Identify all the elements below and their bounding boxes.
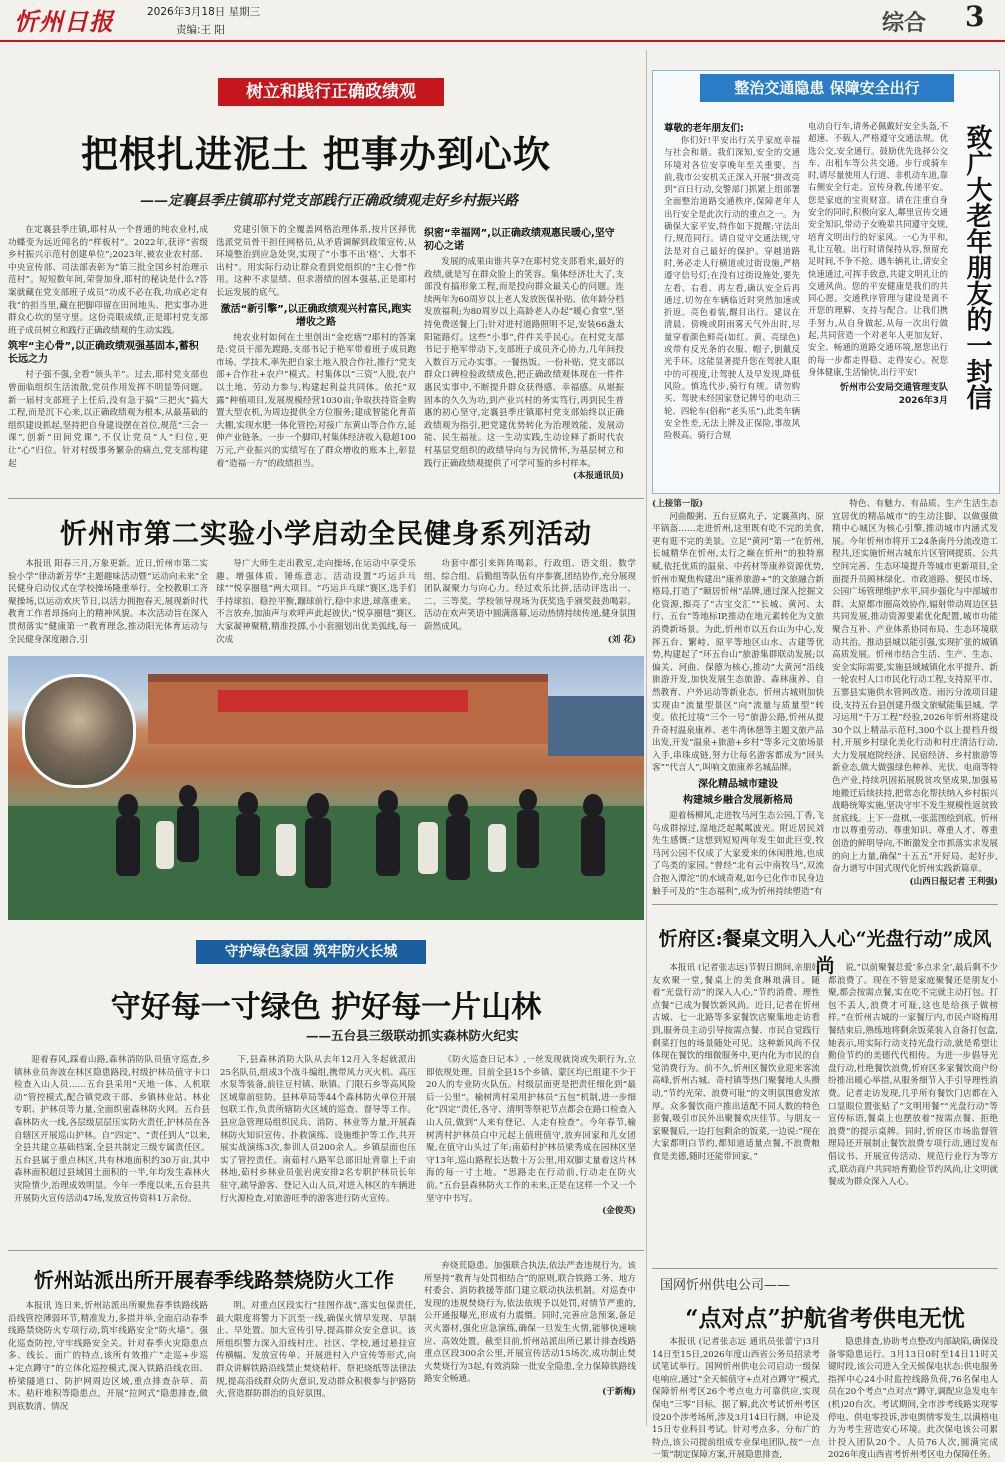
- story5-col2: [220, 1054, 416, 1246]
- page-number: 3: [965, 0, 985, 33]
- story1-col3-subhead: 织密“幸福网”,以正确政绩观惠民暖心,坚守初心之诺: [424, 228, 615, 252]
- story3-author: (山西日报记者 王利强): [909, 876, 998, 887]
- story5-col2-text: 下,县森林消防大队从去年12月入冬起就派出25名队员,组成3个战斗编组,携带风力灭火机、高压水泵等装备,前往豆村镇、耿镇、门限石乡等高风险区域靠前驻防。县林草局等44个森林防火单位开展包联工作,负责所辖防火区域的巡查、督导等工作。县应急管理局组织民兵、消防、林业等力量,开展森林防火知识宣传、扑救演练、设施维护等工作,共开展实战演练3次,参训人员200余人。乡镇层面也压实了管控责任。南茹村八路军总部旧址背靠上千亩林地,茹村乡林业员张岩虎安排2名专职护林员长年驻守,疏导游客、登记入山人员,对进入林区的车辆进行火源检查,对旅游旺季的游客进行防火宣传。: [220, 1055, 416, 1204]
- story3-continued-label: (上接第一版): [652, 499, 704, 509]
- story1-col2-subhead: 激活“新引擎”,以正确政绩观兴村富民,跑实增收之路: [220, 303, 412, 328]
- story2-col3: [424, 558, 636, 652]
- notice-banner: 整治交通隐患 保障安全出行: [700, 74, 954, 102]
- masthead: [0, 0, 1005, 42]
- story1-col1-text: 在定襄县季庄镇,耶村从一个普通的纯农业村,成功蝶变为远近闻名的“样板村”。2022年,获评“省级乡村振兴示范村创建单位”;2023年,被农业农村部、中央宣传部、司法部表彰为“第三批全国乡村治理示范村”。短短数年间,荣誉加身,耶村的秘诀是什么?答案就藏在党支部班子成员“功成不必在我,功成必定有我”的担当里,藏在把脚印留在田间地头、把实事办进群众心坎的坚守里。这份亮眼成绩,正是耶村党支部班子成员树立和践行正确政绩观的生动实践。: [8, 225, 208, 336]
- story6-col3: [424, 1260, 636, 1428]
- photo-event-banner: [218, 690, 468, 712]
- story6-col1: [8, 1300, 208, 1428]
- story1-subhead: ——定襄县季庄镇耶村党支部践行正确政绩观走好乡村振兴路: [140, 193, 518, 209]
- story2-headline: 忻州市第二实验小学启动全民健身系列活动: [60, 519, 592, 550]
- story1-col1b-text: 村子强不强,全看“领头羊”。过去,耶村党支部也曾面临组织生活流散,党员作用发挥不明显等问题。新一届村支部班子上任后,没有急于搞“三把火”搞大工程,而是沉下心来,以正确政绩观为根本,从最基础的组织建设抓起,坚持把自身建设摆在首位,规范“三会一课”,创新“田间党课”,不仅让党员“人”归位,更让“心”归位。针对村级事务繁杂的痛点,党支部构建起: [8, 370, 208, 469]
- notice-vertical-title: 致广大老年朋友的一封信: [962, 124, 992, 410]
- story1-col1-subhead: 筑牢“主心骨”,以正确政绩观强基固本,蓄积长远之力: [8, 341, 199, 366]
- story5-col1-text: 迎着春风,踩着山路,森林消防队员值守巡查,乡镇林业员奔波在林区隐患路段,村级护林员值守卡口检查入山人员……五台县采用“天地一体、人机联动”管控模式,配合镇党政干部、乡镇林业站、林业专职、护林员等力量,全面织密森林防火网。五台县森林防火一线,各层级层层压实防火责任,护林员在各自辖区开展巡山护林。自“四定”、“责任到人”以来,全县共建立基础档案,全县共制定三级专属责任区。五台县属于重点林区,共有林地面积约30万亩,其中森林面积超过县域国土面积的一半,年均发生森林火灾险情少,治理成效明显。今年一季度以来,五台县共开展防火宣传活动47场,发放宣传资料1万余份。: [14, 1055, 210, 1204]
- story7-headline: “点对点”护航省考供电无忧: [685, 1305, 965, 1332]
- story2-col2-text: 导广大师生走出教室,走向操场,在运动中享受乐趣、增强体质、锤炼意志。活动设置“巧运乒乓球”“悦享圈毯”两大项目。“巧运乒乓球”赛区,选手们手持球拍、稳控平衡,蹦球前行,稳中求进,球落重来、不言放弃,加油声与欢呼声此起彼伏;“悦享圈毯”赛区,大家凝神聚精,精准投掷,小小套圈划出优美弧线,每一次成: [216, 559, 416, 645]
- newspaper-logo: 忻州日报: [14, 7, 114, 36]
- story2-col2: [216, 558, 416, 652]
- story2-author: (刘 花): [607, 634, 636, 645]
- notice-col1: [664, 134, 800, 488]
- photo-screen: [548, 696, 644, 756]
- story4-headline: 忻府区:餐桌文明入人心“光盘行动”成风尚: [658, 928, 992, 977]
- section-name: 综合: [882, 11, 927, 36]
- column-divider-main: [646, 50, 647, 1426]
- story7-col1-text: 本报讯 (记者张志远 通讯员张蕾宁)3月14日至15日,2026年度山西省公务员招录考试笔试举行。国网忻州供电公司启动一级保电响应,通过“全天候值守+点对点蹲守”模式,保障忻州考区26个考点电力可靠供应,实现保电“三零”目标。据了解,此次考试忻州考区设20个涉考场所,涉及3月14日行测、申论及15日专业科目考试。针对考点多、分布广的特点,该公司提前组成专业保电团队,按“一点一策”制定保障方案,开展隐患排查,: [652, 1337, 820, 1461]
- notice-body2: 电动自行车,请务必佩戴好安全头盔,不超速、不载人,严格遵守交通法规。优选公交,安全通行。鼓励优先选择公交车、出租车等公共交通。步行或骑车时,请尽量使用人行道、非机动车道,靠右侧安全行走。宣传身教,传递平安。您是家庭的宝贵财富。请在注重自身安全的同时,积极向家人,鄰里宣传交通安全知识,带动子女晚辈共同遵守交规,培育文明出行的好家风。一心为平和,礼让互敬。出行时请保持从容,预留充足时间,不争不抢。遇车辆礼让,请安全快速通过,可挥手致意,共建文明礼让的交通风尚。您的平安健康是我们的共同心愿。交通秩序管理与建设是离不开您的理解、支持与配合。让我们携手努力,从自身做起,从每一次出行做起,共同营造一个对老年人更加友好、安全、畅通的道路交通环境,愿您出行的每一步都走得稳、走得安心。祝您身体健康,生活愉快,出行平安!: [808, 121, 948, 377]
- story6-col2: [216, 1300, 416, 1428]
- story1-banner: 树立和践行正确政绩观: [218, 78, 444, 106]
- story7-col2: [828, 1336, 998, 1461]
- notice-date: 2026年3月: [898, 395, 948, 406]
- story1-col2-text: 党建引领下的全覆盖网格治理体系,按片区择优选派党员骨干担任网格员,从矛盾调解到政策宣传,从环境整治到应急处突,实现了“小事不出‘格’、大事不出村”。用实际行动让群众看到党组织的“主心骨”作用。这种不求显绩、但求潜绩的固本强基,正是耶村长远发展的底气。: [216, 225, 416, 298]
- story1-col2: [216, 224, 416, 490]
- story4-col2-text: 说,“以前聚餐总爱‘多点求全’,最后剩不少都浪费了。现在不管是家庭聚餐还是朋友小聚,都会按需点餐,实在吃不完就主动打包。打包不丢人,浪费才可耻,这也是给孩子做榜样。”在忻州古城的一家餐厅内,市民卢晓梅用餐结束后,熟练地将剩余饭菜装入自备打包盒,她表示,用实际行动支持光盘行动,就是希望让勤俭节约的美德代代相传。为进一步倡导光盘行动,杜绝餐饮浪费,忻府区多家餐饮商户纷纷推出暖心举措,从服务细节入手引导理性消费。记者走访发现,几乎所有餐饮门店都在入口显眼位置张贴了“文明用餐”“光盘行动”等宣传标语,餐桌上也摆放着“按需点餐、拒绝浪费”的提示桌牌。同时,忻府区市场监督管理局还开展制止餐饮浪费专项行动,通过发布倡议书、开展宣传活动、规范行业行为等方式,联动商户共同培育勤俭节约风尚,让文明就餐成为群众深入人心。: [828, 963, 999, 1188]
- story1-col3: [424, 224, 624, 490]
- story7-col1: [652, 1336, 820, 1461]
- notice-signature: 忻州市公安局交通管理支队: [839, 383, 948, 394]
- story6-col3-text: 弃烧荒隐患。加强联合执法,依法严查违规行为。该所坚持“教育与处罚相结合”的原则,联合铁路工务、地方村委会、消防救援等部门建立联动执法机制。对巡查中发现的违规焚烧行为,依法依规予以处罚,对情节严重的,公开通报曝光,形成有力震慑。同时,完善应急预案,备足灭火器材,强化应急演练,确保一旦发生火情,能够快速响应、高效处置。截至目前,忻州站派出所已累计排查线路重点区段300余公里,开展宣传活动15场次,成功制止焚火焚烧行为3起,有效消除一批安全隐患,全力保障铁路线路安全畅通。: [424, 1261, 636, 1385]
- school-event-photo: [8, 656, 644, 920]
- story5-headline: 守好每一寸绿色 护好每一片山林: [110, 990, 542, 1025]
- story5-banner: 守护绿色家园 筑牢防火长城: [196, 940, 426, 964]
- story3-col1: [652, 498, 824, 900]
- story1-author: (本报通讯员): [572, 471, 624, 482]
- story5-author: (金俊英): [602, 1206, 636, 1217]
- story2-col1-text: 本报讯 阳春三月,万象更新。近日,忻州市第二实验小学“律动新芳华”主题趣味活动暨“运动向未来”全民健身启动仪式在学校操场隆重举行。全校教职工齐聚操场,以运动欢庆节日,以活力拥抱春天,展现新时代教育工作者昂扬向上的精神风貌。本次活动旨在深入贯彻落实“健康第一”教育理念,推动阳光体育运动与全民健身深度融合,引: [8, 559, 208, 645]
- story3-col1b-text: 迎着杨柳风,走进牧马河生态公园,丁香,飞鸟成群掠过,湿地泛起粼粼波光。附近居民刘先生感慨:“这想到短短两年发生如此巨变,牧马河公园不仅成了大家爱来的休闲胜地,也成了鸟类的家园。”曾经“北有云中南牧马”,双流合抱入潭沱”的水域奇观,如今已化作市民身边触手可及的“生态福利”,成为忻州持续塑造“有: [652, 811, 824, 897]
- issue-date: 2026年3月18日 星期三: [147, 6, 261, 18]
- story5-col3-text: 《防火巡查日记本》,一丝发现就岗或失职行为,立即依规处理。目前全县15个乡镇、蒙区均已组建不少于20人的专业防火队伍。村级层面更是把责任细化到“最后一公里”。榆树湾村采用护林员“五包”机制,进一步细化“四定”责任,各守、清明等祭祀节点都会在路口检查入山人员,做到“人来有登记、人走有检查”。今年春节,榆树湾村护林员白中元起上值班值守,放弃回家和儿女团聚,在值守山头过了年;南茹村护林员梁秀成在园林区坚守13年,巡山路程长达数十万公里,用双脚丈量着这片林海的每一寸土地。“思路走在行动前,行动走在防火前。”五台县森林防火工作的未来,正是在这样一个又一个坚守中书写。: [426, 1055, 636, 1204]
- story6-col2-text: 明。对重点区段实行“挂图作战”,落实包保责任,最大限度将警力下沉至一线,确保火情早发现、早制止、早处置。加大宣传引导,提高群众安全意识。该所组织警力深入沿线村庄、社区、学校,通过悬挂宣传横幅、发放宣传单、开展进村入户宣传等形式,向群众讲解铁路沿线禁止焚烧秸秆、祭祀烧纸等法律法规,提高沿线群众防火意识,发动群众积极参与护路防火,营造群防群治的良好氛围。: [216, 1301, 416, 1400]
- story6-headline: 忻州站派出所开展春季线路禁烧防火工作: [34, 1268, 394, 1292]
- story4-col2: [828, 962, 998, 1262]
- story7-kicker: 国网忻州供电公司——: [660, 1278, 791, 1293]
- story2-top-rule: [8, 498, 644, 499]
- story5-col1: [14, 1054, 210, 1246]
- story2-col3-text: 功套中都引来阵阵喝彩。行政组、语文组、数学组、综合组、后勤组等队伍有序参赛,团结协作,充分展现团队凝聚力与向心力。经过欢乐比拼,活动评选出一、二、三等奖。学校领导现场为获奖选手颁奖鼓劲喝彩。活动在欢声笑语中圆满落幕,运动热情持续传递,健身氛围蔚然成风。: [424, 559, 636, 632]
- story6-top-rule: [8, 1250, 644, 1251]
- masthead-rule: [0, 40, 1005, 42]
- photo-building-roof: [148, 674, 548, 682]
- notice-col2: [808, 120, 948, 488]
- story3-col1-text: 河曲酸粥、五台豆腐丸子、定襄蒸肉、原平锅盔……走进忻州,这里既有吃不完的美食,更有逛不完的美景。立足“黄河”第一“在忻州,长城精华在忻州,太行之巅在忻州”的独特禀赋,依托优质的温泉、中药材等康养资源优势,忻州市聚焦构建出“康养旅游+”的文旅融合新格局,打造了“颐居忻州”品牌,通过深入挖掘文化资源,擦亮了“古宝交汇”“长城、黄河、太行、五台”等地标IP,推动在地元素转化为文旅消费新场景。为此,忻州市以五台山为中心,发挥五台、繁峙、原平等地区山水、古建等优势,构建起了“环五台山”旅游集群联动发展;以偏关、河曲、保德为核心,推动“大黄河”沿线旅游开发,加快发展生态旅游、森林康养、自然教育、户外运动等新业态。忻州古城则加快实现由“流量型景区”向“流量与质量型”转变。依托过境“三个一号”旅游公路,忻州从提升奇村温泉康养、老牛湾休憩等主题文旅产品出发,开发“温泉+旅游+乡村”等多元文旅场景入手,串珠成链,努力让每名游客都成为“回头客”“代言人”,叫响文旅康养名城品牌。: [652, 511, 825, 774]
- story4-col1: [652, 962, 820, 1262]
- story1-col1: [8, 224, 208, 490]
- notice-greeting: 尊敬的老年朋友们:: [664, 123, 744, 134]
- story3-col2: [832, 498, 998, 900]
- story4-top-rule: [652, 904, 998, 905]
- story1-headline: 把根扎进泥土 把事办到心坎: [81, 133, 551, 176]
- notice-body1: 你们好!平安出行关乎家庭幸福与社会和谐。我们深知,安全的交通环境对各位安享晚年至关重要。当前,我市公安机关正深入开展“拼改亮到”百日行动,交警部门抓紧上组部署全面整治道路交通秩序,保障老年人出行安全是此次行动的重点之一。为确保大家平安,特作如下提醒:守法出行,规范同行。请自觉守交通法规,守法是对自己最好的保护。穿越道路时,务必走人行横道或过街设施,严格遵守信号灯;在没有过街设施处,要先左看、右看、再左看,确认安全后再通过,切勿在车辆临近时突然加速或折返。亮色着装,醒目出行。建议在清晨、傍晚或阴雨雾天气外出时,尽量穿着颜色鲜亮(如红、黄、亮绿色)或带有反光条的衣服、帽子,倒戴反光手环。这能显著提升您在驾驶人眼中的可视度,让驾驶人及早发现,降低风险。慎选代步,骑行有规。请勿购买、驾驶未经国家登记牌号的电动三轮、四轮车(俗称“老头乐”),此类车辆安全性差,无法上牌及正保险,事故风险极高。骑行合规: [664, 135, 800, 441]
- story1-col2b-text: 纯农业村如何在土里创出“金疙瘩”?耶村的答案是:党员干部先蹚路,支部书记于艳军带着班子成员跑市场、学技术,率先把自家土地入股合作社,推行“党支部+合作社+农户”模式。村集体以“三资”入股,农户以土地、劳动力参与,构建起利益共同体。依托“双露”种植项目,发展规模经营1030亩;争取扶持资金购置大型农机,为周边提供全方位服务;建成智能化育苗大棚,实现水肥一体化管控;对接广东黄山等合作方,延伸产业链条。一步一个脚印,村集体经济收入稳超100万元,产业振兴的实绩写在了群众增收的账本上,彰显着“造福一方”的政绩担当。: [216, 332, 416, 469]
- story7-col2-text: 隐患排查,协助考点整改内部缺陷,确保设备零隐患运行。3月13日0时至14日11时关键时段,该公司进入全天候保电状态:供电服务指挥中心24小时监控线路负荷,76名保电人员在20个考点“点对点”蹲守,调配应急发电车(机)20台次。考试期间,全市涉考线路实现零停电、供电零投诉,涉电舆情零发生,以满格电力为考生营造安心环境。此次保电该公司累计投入团队20个、人员76人次,圆满完成2026年度山西省考忻州考区电力保障任务。: [828, 1337, 998, 1461]
- page-editor: 责编:王 阳: [176, 24, 225, 36]
- story3-subhead2: 构建城乡融合发展新格局: [683, 795, 793, 807]
- story6-author: (于新梅): [602, 1386, 636, 1397]
- story7-top-rule: [652, 1268, 998, 1269]
- story1-col3-text: 发展的成果由谁共享?在耶村党支部看来,最好的政绩,就是写在群众脸上的笑容。集体经济壮大了,支部没有搞形象工程,而是投向群众最关心的问题。连续两年为60周岁以上老人发放医保补贴、依年龄分档发放福利;为80周岁以上高龄老人办起“暖心食堂”,坚持免费送餐上门;针对进村道路照明不足,安装66盏太阳能路灯。这些“小事”,件件关乎民心。在村党支部书记于艳军带动下,支部班子成员齐心协力,几年间投入数百万元办实事。一餐热饭、一份补贴、党支部以群众口碑检验政绩成色,把正确政绩观体现在一件件惠民实事中,不断提升群众获得感、幸福感。从堪振固本的久久为功,到产业兴村的务实笃行,再到民生普惠的初心坚守,定襄县季庄镇耶村党支部始终以正确政绩观为指引,把党建优势转化为治理效能、发展动能、民生福祉。这一生动实践,生动诠释了新时代农村基层党组织的政绩导向与为民情怀,为基层树立和践行正确政绩观提供了可学可鉴的乡村样本。: [424, 257, 624, 469]
- photo-inset-circle: [22, 674, 136, 788]
- story5-subhead: ——五台县三级联动抓实森林防火纪实: [306, 1028, 519, 1043]
- story3-col2-text: 特色、有魅力、有品质、生产生活生态宜居优的精品城市”的生动注脚。以做强做精中心城区为核心引擎,推动城市内涵式发展。今年忻州市将开工24条南丹分流改造工程共,还实施忻州古城东片区管网提质、公共空间完善、生态环境提升等城市更新项目,全面提升员顾林绿化、市政道路、便民市场、公园广场管理维护水平,同步强化与中部城市群、太原都市圈高效协作,辐射带动周边区县共同发展,推动资源要素优化配置,城市功能聚合互补、产业体系协同布局、生态环境联动共治。推动县城以能引强,实现扩张的城镇高质发展。忻州市结合生活、生产、生态、安全实际需要,实施县域城镇化水平提升、新一轮农村人口市民化行动工程,支持原平市、五寨县实施供水管网改造、雨污分流项目建设,支持五台县创建升级文旅赋能集县城。学习运用“千万工程”经验,2026年忻州将建设30个以上精品示范村,300个以上提档升级村,开展乡村绿化美化行动和村庄清洁行动,大力发展庭院经济、民宿经济、乡村旅游等新业态,做大做强绿色种养、光伏、电商等特色产业,持续巩固拓展脱贫攻坚成果,加强易地搬迁后续扶持,把常态化帮扶纳入乡村振兴战略统筹实施,坚决守牢不发生规模性返贫致贫底线。上下一盘棋,一张蓝图绘到底。忻州市以尊重劳动、尊重知识、尊重人才、尊重创造的鲜明导向,不断激发全市抓落实求发展的向上力量,确保“十五五”开好局、起好步,奋力谱写中国式现代化忻州实践新篇章。: [832, 499, 999, 875]
- story6-col1-text: 本报讯 连日来,忻州站派出所聚焦春季铁路线路沿线管控薄弱环节,精准发力,多措并举,全面启动春季线路禁烧防火专项行动,筑牢线路安全“防火墙”。强化巡查防控,守牢线路安全关。针对春季火灾隐患点多、线长、面广的特点,该所有效推广“走巡+步巡+定点蹲守”的立体化巡控模式,深入铁路沿线农田、桥梁隧道口、防护网周边区域,重点排查杂草、苗木、秸秆堆积等隐患点。开展“拉网式”隐患排查,做到底数清、情况: [8, 1301, 208, 1412]
- story4-col1-text: 本报讯 (记者张志远)节假日期间,亲朋好友欢聚一堂,餐桌上的美食琳琅满目。随着“光盘行动”的深入人心,“节约消费、理性点餐”已成为餐饮新风尚。近日,记者在忻州古城、七一北路等多家餐饮店聚集地走访看到,服务员主动引导按需点餐、市民自觉践行剩菜打包的场景随处可见。这种新风尚不仅体现在餐饮的细微服务中,更内化为市民的自觉消费行为。前不久,忻州区餐饮业迎来客流高峰,忻州古城、奇村镇等热门聚餐地人头攒动,“节约光荣、浪费可耻”的文明氛围愈发浓厚。众多餐饮商户推出适配不同人数的特色套餐,吸引市民外出聚餐欢庆佳节。与朋友一家聚餐后,一边打包剩余的饭菜,一边说:“现在大家都明白节约,都知道适量点餐,不浪费粮食是美德,随时还能带回家。”: [652, 963, 820, 1162]
- story2-col1: [8, 558, 208, 652]
- story3-subhead1: 深化精品城市建设: [698, 779, 778, 791]
- story5-col3: [426, 1054, 636, 1246]
